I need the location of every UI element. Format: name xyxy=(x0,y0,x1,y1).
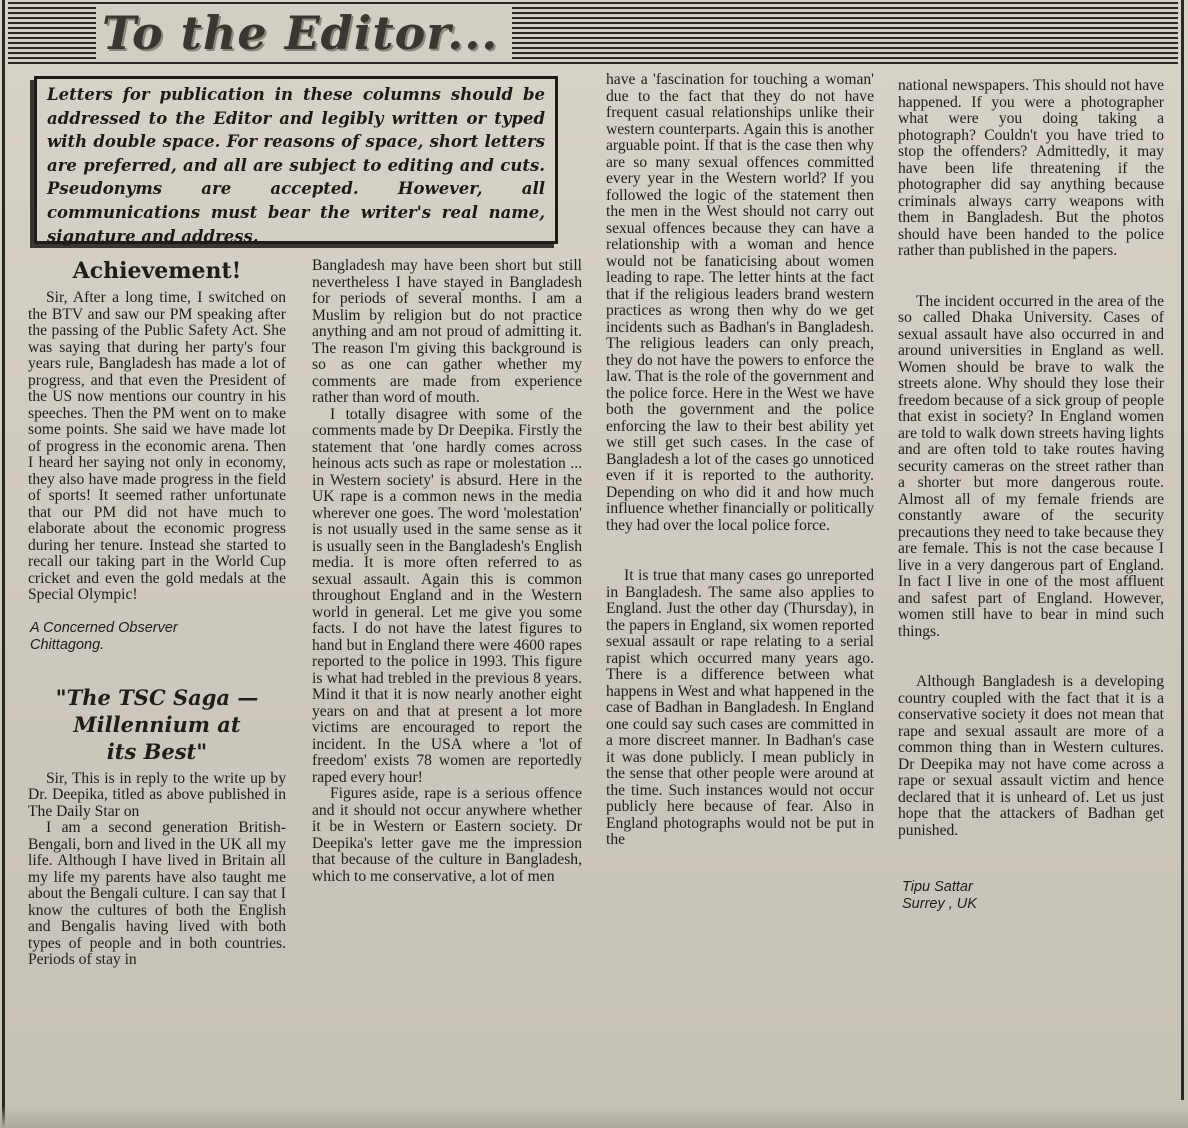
letter-1-signature-place: Chittagong. xyxy=(30,636,105,653)
letter-2-paragraph-2: I totally disagree with some of the comments made by Dr Deepika. Firstly the statement that 'one hardly comes across heinous acts such as rape or molestation ... in Western society' is absurd. Here in the UK rape is a common news in the media wherever one goes. The word 'molestation' is not usually used in the same sense as it is usually seen in the Bangladesh's English media. It is more often referred to as sexual assault. Again this is common throughout England and in the Western world in general. Let me give you some facts. I do not have the latest figures to hand but in England there were 4600 rapes reported to the police in 1993. This figure is what had trebled in the previous 8 years. Mind it that it is now nearly another eight years on and that at present a lot more victims are encouraged to report the incident. In the USA where a 'lot of freedom' exists 78 women are reportedly raped every hour! xyxy=(312,405,582,786)
right-border-rule xyxy=(1181,0,1184,1100)
column-2 xyxy=(312,258,582,885)
letter-2-signature xyxy=(898,879,1164,913)
letter-2-paragraph-3b: have a 'fascination for touching a woman' due to the fact that they do not have frequent casual relationships unlike their western counterparts. Again this is another arguable point. If that is the case then why are so many sexual offences committed every year in the Western world? If you followed the logic of the statement then the men in the West should not carry out sexual offences because they can have a relationship with a woman and hence would not be fanaticising about women leading to rape. The letter hints at the fact that if the religious leaders brand western practices as wrong then why do we get incidents such as Badhan's in Bangladesh. The religious leaders can only preach, they do not have the powers to enforce the law. That is the role of the government and the police force. Here in the West we have both the government and the police enforcing the law to their best ability yet we still get such cases. In the case of Bangladesh a lot of the cases go unnoticed even if it is reported to the authority. Depending on who did it and how much influence whether financially or politically they had over the local police force. xyxy=(606,71,874,534)
letter-2-headline xyxy=(28,684,286,765)
letter-1-headline: Achievement! xyxy=(72,258,242,284)
section-title: To the Editor... xyxy=(96,4,512,62)
letter-2-paragraph-4a: It is true that many cases go unreported in Bangladesh. The same also applies to England. Just the other day (Thursday), in the papers in England, six women reported sexual assault or rape relating to a serial rapist which occurred many years ago. There is a difference between what happens in West and what happened in the case of Badhan in Bangladesh. In England one could say such cases are committed in a more discreet manner. In Badhan's case it was done publicly. I mean publicly in the sense that other people were around at the time. Such instances would not occur publicly here because of fear. Also in England photographs would not be put in the xyxy=(606,567,874,848)
letter-2-signature-name: Tipu Sattar xyxy=(902,879,973,895)
letter-2-signature-place: Surrey , UK xyxy=(902,896,977,912)
letter-1-body: Sir, After a long time, I switched on the BTV and saw our PM speaking after the passing of the Public Safety Act. She was saying that during her party's four years rule, Bangladesh has made a lot of progress, and that even the President of the US now mentions our country in his speeches. Then the PM went on to make some points. She said we have made lot of progress in the economic arena. Then I heard her saying not only in economy, they also have made progress in the field of sports! It seemed rather unfortunate that our PM did not have much to elaborate about the economic progress during her tenure. Instead she started to recall our taking part in the World Cup cricket and even the gold medals at the Special Olympic! xyxy=(28,289,286,603)
letter-2-intro: Sir, This is in reply to the write up by Dr. Deepika, titled as above published in The Daily Star on xyxy=(28,769,286,820)
column-3 xyxy=(606,72,874,849)
letter-2-headline-line-3: its Best" xyxy=(106,738,208,764)
letter-2-paragraph-1b: Bangladesh may have been short but still nevertheless I have stayed in Bangladesh for periods of several months. I am a Muslim by religion but do not practice anything and am not proud of admitting it. The reason I'm giving this background is so as one can gather whether my comments are made from experience rather than word of mouth. xyxy=(312,257,582,406)
left-border-rule xyxy=(2,0,5,1128)
letter-2-paragraph-5: The incident occurred in the area of the so called Dhaka University. Cases of sexual assault have also occurred in and around universities in England as well. Women should be brave to walk the streets alone. Why should they lose their freedom because of a sick group of people that exist in society? In England women are told to walk down streets having lights and are often told to take routes having security cameras on the street rather than a shorter but more dangerous route. Almost all of my female friends are constantly aware of the security precautions they need to take because they are female. This is not the case because I live in a very dangerous part of England. In fact I live in one of the most affluent and safest part of England. However, women still have to bear in mind such things. xyxy=(898,292,1164,640)
column-1 xyxy=(28,256,286,969)
letter-1-signature xyxy=(28,620,286,654)
masthead xyxy=(8,2,1178,64)
letter-2-paragraph-6: Although Bangladesh is a developing country coupled with the fact that it is a conservative society it does not mean that rape and sexual assault are more of a common thing than in Western cultures. Dr Deepika may not have come across a rape or sexual assault victim and hence declared that it is unheard of. Let us just hope that the attackers of Badhan get punished. xyxy=(898,673,1164,839)
letter-2-paragraph-1a: I am a second generation British-Bengali, born and lived in the UK all my life. Although I have lived in Britain all my life my parents have also taught me about the Bengali culture. I can say that I know the cultures of both the English and Bengalis having lived with both types of people and in both countries. Periods of stay in xyxy=(28,819,286,968)
letter-2-headline-line-1: "The TSC Saga — xyxy=(55,684,259,710)
letter-2-paragraph-4b: national newspapers. This should not have happened. If you were a photographer what were you doing taking a photograph? Couldn't you have tried to stop the offenders? Admittedly, it may have been life threatening if the photographer did say anything because criminals always carry weapons with them in Bangladesh. But the photos should have been handed to the police rather than published in the papers. xyxy=(898,77,1164,259)
letter-2-headline-line-2: Millennium at xyxy=(73,711,241,737)
letter-2-paragraph-3a: Figures aside, rape is a serious offence and it should not occur anywhere whether it be in Western or Eastern society. Dr Deepika's letter gave me the impression that because of the culture in Bangladesh, which to me conservative, a lot of men xyxy=(312,785,582,885)
letter-1-signature-name: A Concerned Observer xyxy=(30,619,178,636)
column-4 xyxy=(898,78,1164,913)
submission-notice-box xyxy=(34,76,558,244)
submission-notice-text: Letters for publication in these columns should be addressed to the Editor and legibly written or typed with double space. For reasons of space, short letters are preferred, and all are subject to editing and cuts. Pseudonyms are accepted. However, all communications must bear the writer's real name, signature and address. xyxy=(47,85,545,246)
page-bottom-shade xyxy=(0,1106,1188,1128)
